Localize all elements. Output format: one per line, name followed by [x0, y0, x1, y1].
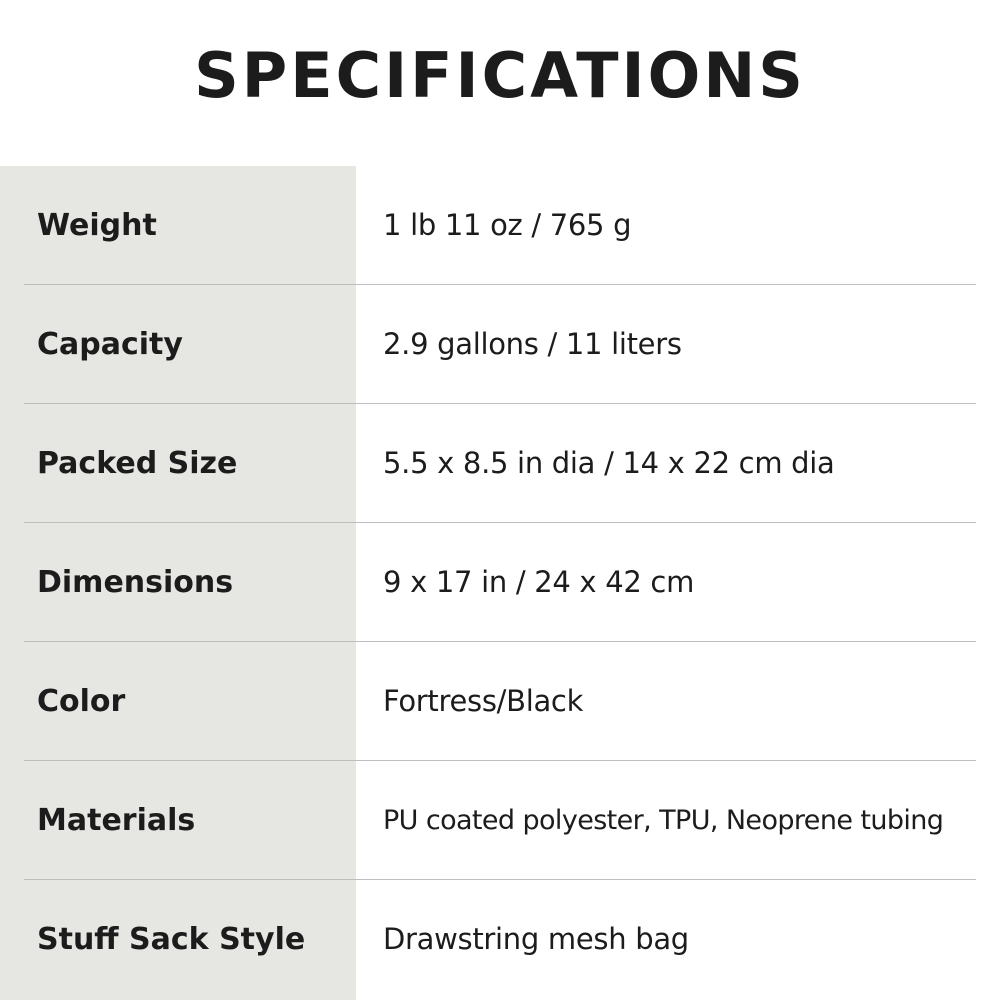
spec-value: 5.5 x 8.5 in dia / 14 x 22 cm dia	[383, 446, 835, 480]
spec-row-dimensions	[0, 523, 1000, 642]
spec-value: 9 x 17 in / 24 x 42 cm	[383, 565, 695, 599]
spec-row-packed-size	[0, 404, 1000, 523]
spec-value: Fortress/Black	[383, 684, 584, 718]
spec-value: PU coated polyester, TPU, Neoprene tubing	[383, 805, 944, 836]
spec-row-weight	[0, 166, 1000, 285]
spec-label: Materials	[37, 803, 196, 838]
spec-label: Packed Size	[37, 446, 238, 481]
page-title: SPECIFICATIONS	[194, 39, 806, 112]
spec-row-capacity	[0, 285, 1000, 404]
spec-row-materials	[0, 761, 1000, 880]
spec-value: 2.9 gallons / 11 liters	[383, 327, 682, 361]
spec-label: Weight	[37, 208, 157, 243]
spec-row-color	[0, 642, 1000, 761]
spec-row-stuff-sack-style	[0, 880, 1000, 999]
spec-value: 1 lb 11 oz / 765 g	[383, 208, 632, 242]
spec-label: Dimensions	[37, 565, 234, 600]
spec-label: Stuff Sack Style	[37, 922, 306, 957]
spec-label: Capacity	[37, 327, 183, 362]
spec-value: Drawstring mesh bag	[383, 922, 689, 956]
spec-label: Color	[37, 684, 126, 719]
